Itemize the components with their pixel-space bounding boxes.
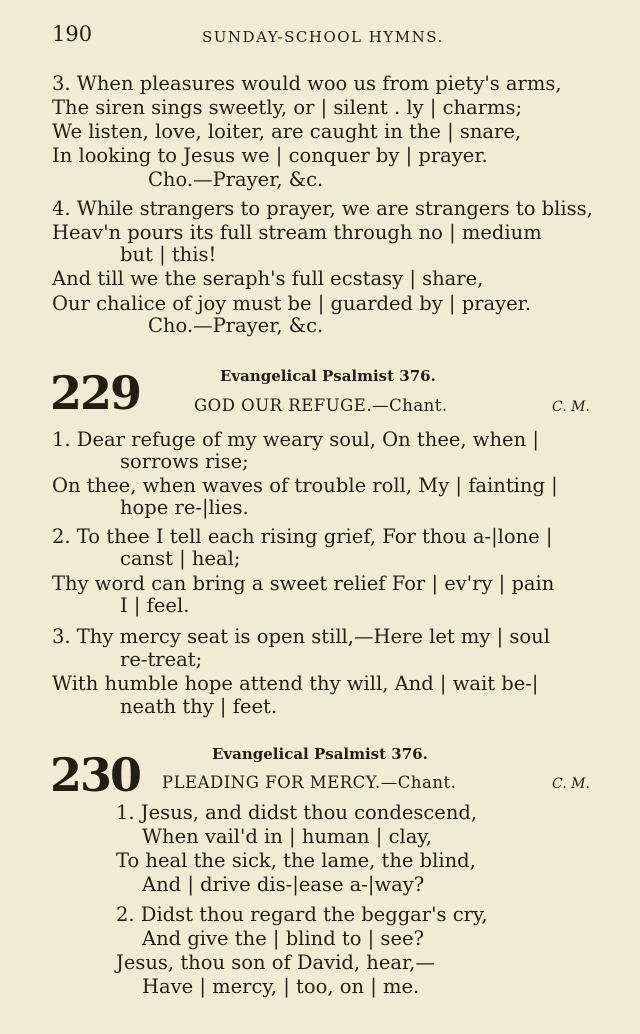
verse-line: To heal the sick, the lame, the blind, <box>116 849 476 872</box>
verse-line: On thee, when waves of trouble roll, My | fainting | <box>52 474 558 497</box>
verse-line: 1. Jesus, and didst thou condescend, <box>116 801 478 824</box>
hymn-source: Evangelical Psalmist 376. <box>220 367 436 385</box>
verse-line: We listen, love, loiter, are caught in the | snare, <box>52 120 522 143</box>
verse-line: Heav'n pours its full stream through no | medium <box>52 221 542 244</box>
verse-line: I | feel. <box>120 594 190 617</box>
verse-line: but | this! <box>120 243 217 266</box>
verse-line: re-treat; <box>120 648 203 671</box>
verse-line: Thy word can bring a sweet relief For | ev'ry | pain <box>52 572 555 595</box>
verse-line: And | drive dis-|ease a-|way? <box>142 873 425 896</box>
chorus-line: Cho.—Prayer, &c. <box>148 314 324 337</box>
verse-line: 3. When pleasures would woo us from piety's arms, <box>52 72 562 95</box>
hymn-number: 230 <box>50 748 141 802</box>
page-number: 190 <box>52 22 93 46</box>
verse-line: 2. Didst thou regard the beggar's cry, <box>116 903 488 926</box>
verse-line: 4. While strangers to prayer, we are strangers to bliss, <box>52 197 593 220</box>
verse-line: hope re-|lies. <box>120 496 249 519</box>
hymn-source: Evangelical Psalmist 376. <box>212 745 428 763</box>
verse-line: The siren sings sweetly, or | silent . ly | charms; <box>52 96 523 119</box>
hymn-title: GOD OUR REFUGE.—Chant. <box>194 396 448 415</box>
verse-line: 2. To thee I tell each rising grief, For thou a-|lone | <box>52 525 553 548</box>
verse-line: Have | mercy, | too, on | me. <box>142 975 420 998</box>
verse-line: In looking to Jesus we | conquer by | prayer. <box>52 144 488 167</box>
verse-line: Jesus, thou son of David, hear,— <box>116 951 435 974</box>
running-title: SUNDAY-SCHOOL HYMNS. <box>202 28 444 46</box>
verse-line: And till we the seraph's full ecstasy | share, <box>52 267 484 290</box>
verse-line: And give the | blind to | see? <box>142 927 424 950</box>
chorus-line: Cho.—Prayer, &c. <box>148 168 324 191</box>
verse-line: sorrows rise; <box>120 450 249 473</box>
hymn-meter: C. M. <box>552 776 590 792</box>
verse-line: canst | heal; <box>120 547 241 570</box>
verse-line: 3. Thy mercy seat is open still,—Here let my | soul <box>52 625 550 648</box>
hymn-meter: C. M. <box>552 399 590 415</box>
verse-line: neath thy | feet. <box>120 695 278 718</box>
hymn-number: 229 <box>50 366 141 420</box>
verse-line: When vail'd in | human | clay, <box>142 825 432 848</box>
running-head <box>52 22 592 48</box>
hymn-title: PLEADING FOR MERCY.—Chant. <box>162 773 457 792</box>
verse-line: With humble hope attend thy will, And | wait be-| <box>52 672 539 695</box>
verse-line: 1. Dear refuge of my weary soul, On thee, when | <box>52 428 539 451</box>
verse-line: Our chalice of joy must be | guarded by | prayer. <box>52 292 532 315</box>
